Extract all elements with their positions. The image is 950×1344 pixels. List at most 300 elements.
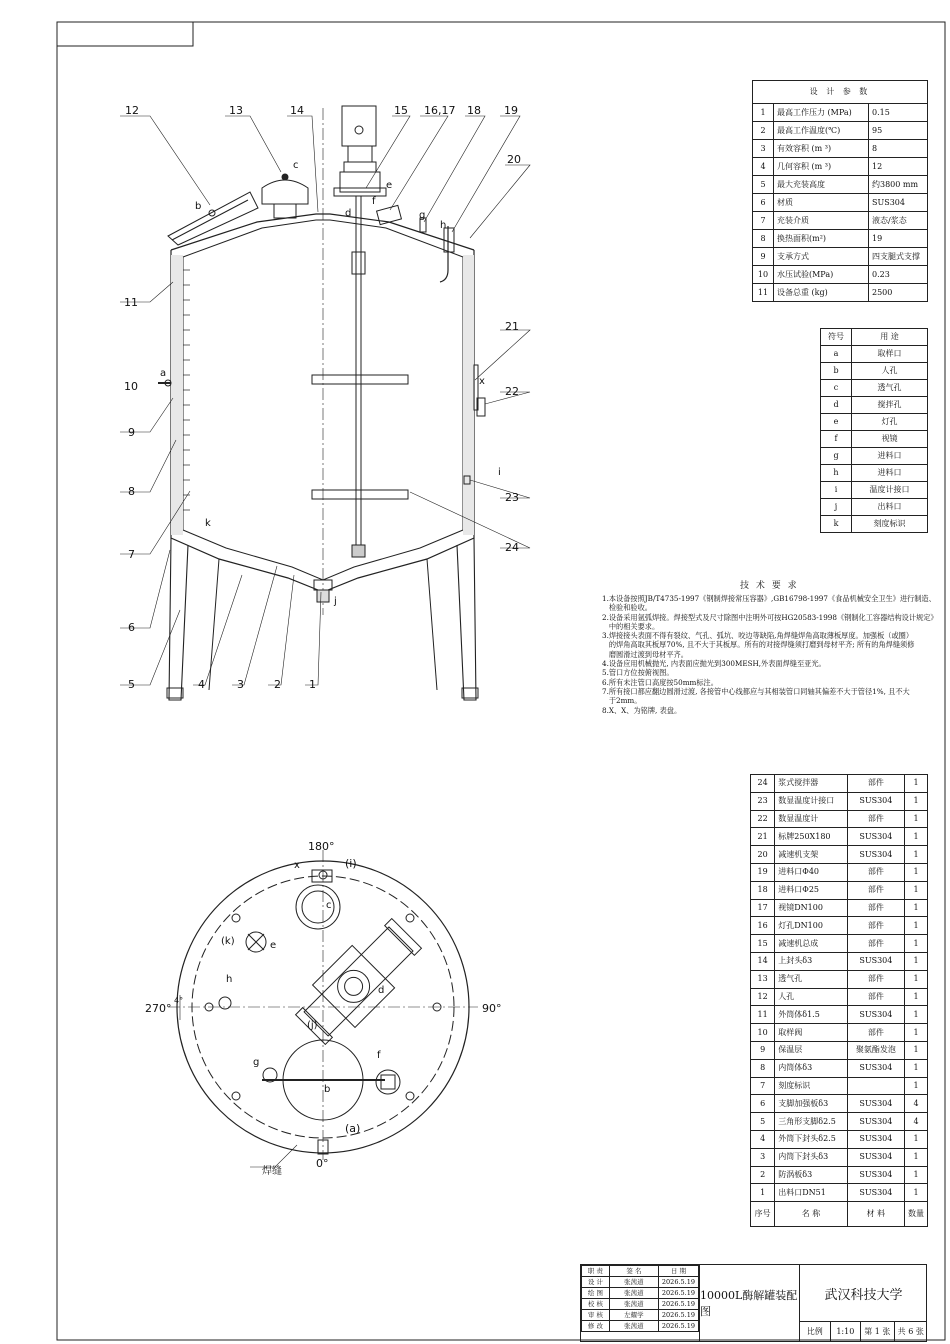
letter-e: e <box>386 180 393 191</box>
part-qty: 1 <box>905 1006 928 1024</box>
letter-g: g <box>419 210 426 221</box>
parts-row <box>751 846 928 864</box>
sign-row <box>582 1321 699 1332</box>
design-param-row <box>753 248 928 266</box>
design-param-name: 有效容积 (m ³) <box>774 140 869 158</box>
part-qty: 1 <box>905 935 928 953</box>
part-no: 22 <box>751 810 775 828</box>
part-qty: 1 <box>905 775 928 793</box>
angle-270: 270° <box>145 1002 172 1015</box>
top-e: e <box>270 940 277 951</box>
sheet-total: 共 6 张 <box>897 1327 924 1336</box>
design-param-value: SUS304 <box>869 194 928 212</box>
part-qty: 1 <box>905 828 928 846</box>
parts-row <box>751 1059 928 1077</box>
sign-date: 日 期 <box>658 1266 698 1277</box>
part-name: 进料口Φ40 <box>775 863 848 881</box>
top-h: h <box>226 974 233 985</box>
top-j: (j) <box>307 1020 318 1031</box>
part-qty: 4 <box>905 1095 928 1113</box>
parts-header-name: 名 称 <box>775 1202 848 1227</box>
part-name: 标牌250X180 <box>775 828 848 846</box>
part-material: SUS304 <box>847 1130 904 1148</box>
design-param-value: 8 <box>869 140 928 158</box>
part-no: 16 <box>751 917 775 935</box>
part-qty: 1 <box>905 846 928 864</box>
design-param-row <box>753 176 928 194</box>
nozzle-use: 灯孔 <box>852 414 928 431</box>
part-name: 人孔 <box>775 988 848 1006</box>
nozzle-use: 人孔 <box>852 363 928 380</box>
letter-k: k <box>205 518 211 529</box>
part-label-7: 7 <box>128 548 135 561</box>
part-material: SUS304 <box>847 1006 904 1024</box>
scale-row <box>799 1321 927 1342</box>
letter-d: d <box>345 208 352 219</box>
parts-row <box>751 917 928 935</box>
parts-grid <box>750 774 928 1227</box>
nozzle-symbol: i <box>821 482 852 499</box>
top-a: (a) <box>345 1122 361 1135</box>
design-param-row <box>753 266 928 284</box>
part-label-12: 12 <box>125 104 139 117</box>
nozzle-symbol: e <box>821 414 852 431</box>
nozzle-table <box>820 328 928 533</box>
part-label-5: 5 <box>128 678 135 691</box>
part-label-10: 10 <box>124 380 138 393</box>
sign-date: 2026.5.19 <box>658 1321 698 1332</box>
design-param-name: 最大充装高度 <box>774 176 869 194</box>
part-no: 1 <box>751 1184 775 1202</box>
nozzle-use: 刻度标识 <box>852 516 928 533</box>
leg-right <box>457 538 476 700</box>
part-material: 部件 <box>847 775 904 793</box>
sign-row <box>582 1266 699 1277</box>
nozzle-row <box>821 516 928 533</box>
part-qty: 1 <box>905 1077 928 1095</box>
part-material: SUS304 <box>847 952 904 970</box>
parts-row <box>751 1006 928 1024</box>
part-name: 支脚加强板δ3 <box>775 1095 848 1113</box>
paddle-upper <box>312 375 408 384</box>
nozzle-use: 进料口 <box>852 465 928 482</box>
part-qty: 1 <box>905 810 928 828</box>
nozzle-header-use: 用 途 <box>852 329 928 346</box>
letter-f: f <box>372 196 376 207</box>
parts-row <box>751 1148 928 1166</box>
nozzle-use: 视镜 <box>852 431 928 448</box>
part-label-24: 24 <box>505 541 519 554</box>
part-material: SUS304 <box>847 1113 904 1131</box>
sign-role: 校 核 <box>582 1299 610 1310</box>
part-qty: 1 <box>905 970 928 988</box>
parts-row <box>751 988 928 1006</box>
part-no: 21 <box>751 828 775 846</box>
parts-row <box>751 1184 928 1202</box>
part-label-13: 13 <box>229 104 243 117</box>
design-param-row <box>753 284 928 302</box>
design-param-no: 6 <box>753 194 774 212</box>
tech-req-text: 1.本设备按照JB/T4735-1997《钢制焊接常压容器》,GB16798-1997《食品机械安全卫生》进行制造、 检验和验收。 2.设备采用氩弧焊接。焊接型式及尺寸除图中注明外可按HG20583-1998《钢制化工容器结构设计规定》 中的相关要求。 3.焊接接头表面不得有裂纹、气孔、弧坑、咬边等缺陷,角焊缝焊角高取薄板厚度。加强板（或圈） 的焊角高取其板厚70%, 且不大于其板厚。所有的对接焊缝须打磨到母材平齐; 所有的角焊缝须修 磨圆滑过渡到母材平齐。 4.设备应用机械抛光, 内表面应抛光到300MESH,外表面焊缝至亚光。 5.管口方位按俯视图。 6.所有未注管口高度按50mm标注。 7.所有接口都应翻边圆滑过渡, 各接管中心线都应与其相装管口同轴其偏差不大于管径1%, 且不大 于2mm。 8.X、X、为铭牌, 表盘。 <box>602 594 938 715</box>
part-qty: 1 <box>905 1024 928 1042</box>
design-param-no: 11 <box>753 284 774 302</box>
sign-name: 签 名 <box>609 1266 658 1277</box>
insulation-right <box>463 255 474 535</box>
part-no: 6 <box>751 1095 775 1113</box>
part-name: 灯孔DN100 <box>775 917 848 935</box>
parts-row <box>751 1130 928 1148</box>
part-material: SUS304 <box>847 1166 904 1184</box>
leg-left <box>169 538 188 700</box>
part-label-21: 21 <box>505 320 519 333</box>
parts-row <box>751 810 928 828</box>
paddle-lower <box>312 490 408 499</box>
part-qty: 1 <box>905 988 928 1006</box>
part-material: SUS304 <box>847 1184 904 1202</box>
part-label-8: 8 <box>128 485 135 498</box>
part-name: 数显温度计 <box>775 810 848 828</box>
design-param-value: 四支腿式支撑 <box>869 248 928 266</box>
sign-name: 左耀学 <box>609 1310 658 1321</box>
part-label-20: 20 <box>507 153 521 166</box>
university-name: 武汉科技大学 <box>799 1265 927 1321</box>
top-b: b <box>324 1084 331 1095</box>
top-i: (i) <box>345 857 357 870</box>
nozzle-symbol: a <box>821 346 852 363</box>
part-name: 三角形支脚δ2.5 <box>775 1113 848 1131</box>
nozzle-grid <box>820 328 928 533</box>
sign-date: 2026.5.19 <box>658 1299 698 1310</box>
nozzle-use: 取样口 <box>852 346 928 363</box>
design-param-no: 7 <box>753 212 774 230</box>
parts-row <box>751 1113 928 1131</box>
part-no: 17 <box>751 899 775 917</box>
letter-j: j <box>334 596 337 607</box>
top-f: f <box>377 1050 381 1061</box>
nozzle-row <box>821 499 928 516</box>
parts-row <box>751 1166 928 1184</box>
part-no: 20 <box>751 846 775 864</box>
design-param-no: 3 <box>753 140 774 158</box>
part-material: SUS304 <box>847 846 904 864</box>
part-no: 24 <box>751 775 775 793</box>
part-material: 部件 <box>847 881 904 899</box>
design-param-no: 10 <box>753 266 774 284</box>
letter-h: h <box>440 220 447 231</box>
part-no: 11 <box>751 1006 775 1024</box>
corner-box <box>57 22 193 46</box>
top-k: (k) <box>221 936 235 947</box>
part-label-23: 23 <box>505 491 519 504</box>
part-material: 部件 <box>847 935 904 953</box>
design-params-grid <box>752 103 928 302</box>
sign-name: 张茜道 <box>609 1288 658 1299</box>
part-qty: 1 <box>905 1184 928 1202</box>
design-param-value: 95 <box>869 122 928 140</box>
letter-b: b <box>195 201 202 212</box>
part-material: SUS304 <box>847 1095 904 1113</box>
design-param-no: 5 <box>753 176 774 194</box>
part-label-15: 15 <box>394 104 408 117</box>
design-param-no: 8 <box>753 230 774 248</box>
parts-row <box>751 1041 928 1059</box>
design-param-row <box>753 158 928 176</box>
part-name: 进料口Φ25 <box>775 881 848 899</box>
design-param-value: 12 <box>869 158 928 176</box>
part-qty: 1 <box>905 1059 928 1077</box>
design-param-name: 支承方式 <box>774 248 869 266</box>
part-qty: 1 <box>905 881 928 899</box>
design-param-value: 2500 <box>869 284 928 302</box>
sign-role: 设 计 <box>582 1277 610 1288</box>
vent-top <box>296 885 340 929</box>
part-material: 部件 <box>847 899 904 917</box>
design-param-row <box>753 140 928 158</box>
letter-a: a <box>160 368 167 379</box>
front-view <box>120 106 530 700</box>
part-label-22: 22 <box>505 385 519 398</box>
parts-header-mat: 材 料 <box>847 1202 904 1227</box>
design-param-name: 设备总重 (kg) <box>774 284 869 302</box>
part-no: 2 <box>751 1166 775 1184</box>
sign-row <box>582 1277 699 1288</box>
part-label-19: 19 <box>504 104 518 117</box>
part-name: 内筒下封头δ3 <box>775 1148 848 1166</box>
nozzle-row <box>821 448 928 465</box>
part-qty: 1 <box>905 863 928 881</box>
part-material: 部件 <box>847 1024 904 1042</box>
part-no: 15 <box>751 935 775 953</box>
design-param-value: 液态/浆态 <box>869 212 928 230</box>
part-no: 7 <box>751 1077 775 1095</box>
letter-x: x <box>479 376 485 387</box>
part-no: 9 <box>751 1041 775 1059</box>
sign-row <box>582 1288 699 1299</box>
sign-name: 张茜道 <box>609 1321 658 1332</box>
part-qty: 1 <box>905 792 928 810</box>
part-name: 减速机支架 <box>775 846 848 864</box>
design-param-value: 0.15 <box>869 104 928 122</box>
part-no: 23 <box>751 792 775 810</box>
part-label-3: 3 <box>237 678 244 691</box>
part-no: 4 <box>751 1130 775 1148</box>
part-name: 防涡板δ3 <box>775 1166 848 1184</box>
nozzle-row <box>821 346 928 363</box>
sign-row <box>582 1310 699 1321</box>
part-name: 保温层 <box>775 1041 848 1059</box>
design-param-name: 最高工作压力 (MPa) <box>774 104 869 122</box>
parts-header-qty: 数量 <box>905 1202 928 1227</box>
design-params-table <box>752 80 928 302</box>
drawing-title: 10000L酶解罐装配图 <box>699 1265 800 1341</box>
parts-row <box>751 792 928 810</box>
part-name: 内筒体δ3 <box>775 1059 848 1077</box>
nozzle-use: 温度计接口 <box>852 482 928 499</box>
nozzle-use: 出料口 <box>852 499 928 516</box>
nozzle-header-symbol: 符号 <box>821 329 852 346</box>
part-qty: 1 <box>905 1041 928 1059</box>
part-no: 18 <box>751 881 775 899</box>
top-g: g <box>253 1057 260 1068</box>
parts-row <box>751 952 928 970</box>
design-param-name: 充装介质 <box>774 212 869 230</box>
vent <box>262 180 308 204</box>
design-param-no: 1 <box>753 104 774 122</box>
nozzle-row <box>821 363 928 380</box>
design-param-row <box>753 122 928 140</box>
top-x: x <box>294 860 300 871</box>
part-material: SUS304 <box>847 1148 904 1166</box>
part-material: SUS304 <box>847 828 904 846</box>
part-no: 14 <box>751 952 775 970</box>
design-param-value: 约3800 mm <box>869 176 928 194</box>
nozzle-symbol: f <box>821 431 852 448</box>
part-qty: 1 <box>905 917 928 935</box>
part-material: SUS304 <box>847 792 904 810</box>
weld-label: 焊缝 <box>262 1166 282 1177</box>
title-block <box>580 1264 927 1342</box>
part-qty: 1 <box>905 1166 928 1184</box>
parts-row <box>751 1077 928 1095</box>
parts-row <box>751 899 928 917</box>
part-label-14: 14 <box>290 104 304 117</box>
sign-role: 修 改 <box>582 1321 610 1332</box>
part-label-9: 9 <box>128 426 135 439</box>
design-param-value: 19 <box>869 230 928 248</box>
sign-date: 2026.5.19 <box>658 1310 698 1321</box>
nozzle-row <box>821 414 928 431</box>
part-label-1: 1 <box>309 678 316 691</box>
nozzle-row <box>821 380 928 397</box>
part-label-6: 6 <box>128 621 135 634</box>
nozzle-symbol: k <box>821 516 852 533</box>
part-label-4: 4 <box>198 678 205 691</box>
nozzle-use: 搅拌孔 <box>852 397 928 414</box>
parts-row <box>751 863 928 881</box>
design-param-name: 水压试验(MPa) <box>774 266 869 284</box>
part-material: 聚氨酯发泡 <box>847 1041 904 1059</box>
parts-header-no: 序号 <box>751 1202 775 1227</box>
part-name: 减速机总成 <box>775 935 848 953</box>
part-label-16-17: 16,17 <box>424 104 456 117</box>
sign-name: 张茜道 <box>609 1299 658 1310</box>
design-param-row <box>753 230 928 248</box>
part-no: 10 <box>751 1024 775 1042</box>
part-label-11: 11 <box>124 296 138 309</box>
parts-row <box>751 1095 928 1113</box>
top-c: c <box>326 900 332 911</box>
sign-role: 审 核 <box>582 1310 610 1321</box>
part-material: SUS304 <box>847 1059 904 1077</box>
sign-role: 职 责 <box>582 1266 610 1277</box>
design-param-row <box>753 104 928 122</box>
parts-row <box>751 775 928 793</box>
parts-row <box>751 1024 928 1042</box>
sign-date: 2026.5.19 <box>658 1277 698 1288</box>
part-label-18: 18 <box>467 104 481 117</box>
sign-date: 2026.5.19 <box>658 1288 698 1299</box>
part-name: 外筒下封头δ2.5 <box>775 1130 848 1148</box>
nozzle-symbol: d <box>821 397 852 414</box>
design-param-name: 换热面积(m²) <box>774 230 869 248</box>
top-view <box>168 850 478 1167</box>
design-param-name: 几何容积 (m ³) <box>774 158 869 176</box>
nozzle-row <box>821 482 928 499</box>
part-material: 部件 <box>847 988 904 1006</box>
letter-c: c <box>293 160 299 171</box>
sign-name: 张茜道 <box>609 1277 658 1288</box>
nozzle-row <box>821 431 928 448</box>
scale-marks <box>183 270 190 510</box>
part-name: 浆式搅拌器 <box>775 775 848 793</box>
part-material: 部件 <box>847 810 904 828</box>
design-param-row <box>753 194 928 212</box>
scale-label: 比例 <box>800 1322 831 1342</box>
part-material <box>847 1077 904 1095</box>
nozzle-symbol: g <box>821 448 852 465</box>
part-name: 刻度标识 <box>775 1077 848 1095</box>
part-material: 部件 <box>847 917 904 935</box>
sign-table <box>581 1265 699 1332</box>
angle-4: 4° <box>174 996 184 1005</box>
design-param-name: 最高工作温度(℃) <box>774 122 869 140</box>
design-param-row <box>753 212 928 230</box>
design-param-value: 0.23 <box>869 266 928 284</box>
nozzle-symbol: c <box>821 380 852 397</box>
part-no: 12 <box>751 988 775 1006</box>
part-qty: 1 <box>905 1130 928 1148</box>
sign-role: 绘 图 <box>582 1288 610 1299</box>
part-name: 出料口DN51 <box>775 1184 848 1202</box>
part-name: 数显温度计接口 <box>775 792 848 810</box>
nozzle-row <box>821 465 928 482</box>
nozzle-use: 进料口 <box>852 448 928 465</box>
part-no: 19 <box>751 863 775 881</box>
design-param-name: 材质 <box>774 194 869 212</box>
part-no: 5 <box>751 1113 775 1131</box>
tech-req-title: 技 术 要 求 <box>740 581 799 591</box>
nozzle-row <box>821 397 928 414</box>
part-material: 部件 <box>847 970 904 988</box>
sign-row <box>582 1299 699 1310</box>
sheet-number: 第 1 张 <box>861 1322 894 1342</box>
part-qty: 1 <box>905 1148 928 1166</box>
nozzle-symbol: j <box>821 499 852 516</box>
parts-row <box>751 935 928 953</box>
part-qty: 1 <box>905 899 928 917</box>
part-name: 上封头δ3 <box>775 952 848 970</box>
scale-value: 1:10 <box>831 1322 862 1342</box>
design-param-no: 9 <box>753 248 774 266</box>
design-param-no: 2 <box>753 122 774 140</box>
part-qty: 4 <box>905 1113 928 1131</box>
nozzle-use: 透气孔 <box>852 380 928 397</box>
part-name: 外筒体δ1.5 <box>775 1006 848 1024</box>
letter-i: i <box>498 467 501 478</box>
angle-0: 0° <box>316 1157 329 1170</box>
parts-row <box>751 970 928 988</box>
parts-row <box>751 828 928 846</box>
insulation-left <box>171 255 183 535</box>
part-no: 8 <box>751 1059 775 1077</box>
angle-90: 90° <box>482 1002 502 1015</box>
part-name: 视镜DN100 <box>775 899 848 917</box>
part-name: 取样阀 <box>775 1024 848 1042</box>
parts-row <box>751 881 928 899</box>
part-no: 3 <box>751 1148 775 1166</box>
nozzle-symbol: b <box>821 363 852 380</box>
part-name: 透气孔 <box>775 970 848 988</box>
